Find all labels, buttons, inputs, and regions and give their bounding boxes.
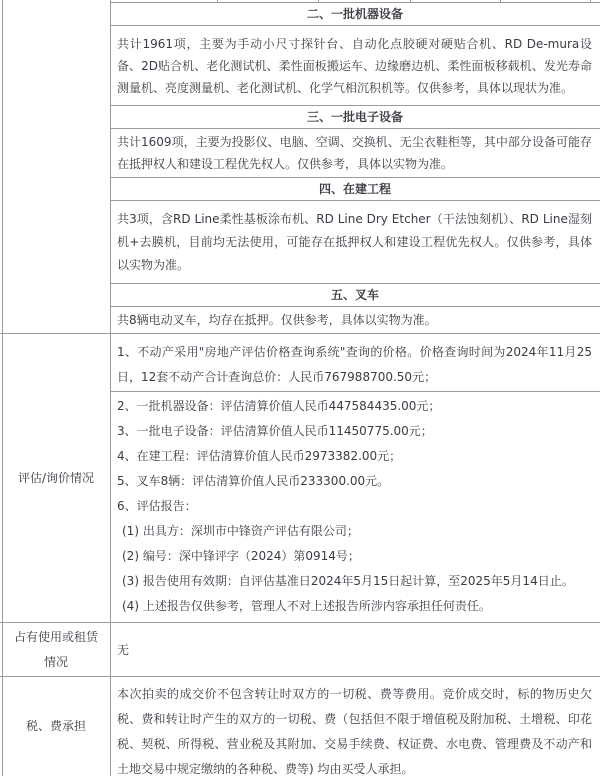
asset-catalog-content-cell	[110, 0, 600, 333]
occupancy-label-cell: 占有使用或租赁情况	[13, 629, 98, 669]
valuation-intro: 1、不动产采用"房地产评估价格查询系统"查询的价格。价格查询时间为2024年11月25日，12套不动产合计查询总价：人民币767988700.50元；	[110, 334, 600, 392]
asset-catalog-row	[0, 0, 600, 334]
valuation-item: 3、一批电子设备：评估清算价值人民币11450775.00元；	[117, 424, 433, 438]
section-body-machinery: 共计1961项，主要为手动小尺寸探针台、自动化点胶硬对硬贴合机、RD De-mura设备、2D贴合机、老化测试机、柔性面板搬运车、边缘磨边机、柔性面板移载机、发光寿命测量机、亮度测量机、老化测试机、化学气相沉积机等。仅供参考，具体以现状为准。	[110, 26, 600, 106]
valuation-item: 4、在建工程：评估清算价值人民币2973382.00元；	[117, 449, 402, 463]
column-tick	[318, 0, 319, 3]
valuation-report-disclaimer: (4) 上述报告仅供参考，管理人不对上述报告所涉内容承担任何责任。	[122, 599, 491, 613]
occupancy-row	[0, 623, 600, 677]
valuation-item: 2、一批机器设备：评估清算价值人民币447584435.00元；	[117, 399, 441, 413]
section-heading-construction: 四、在建工程	[110, 178, 600, 201]
tax-content-cell	[110, 677, 600, 776]
valuation-report-number: (2) 编号：深中锋评字（2024）第0914号；	[122, 549, 360, 563]
label-column-divider	[110, 0, 111, 776]
valuation-content-cell	[110, 334, 600, 622]
valuation-report-issuer: (1) 出具方：深圳市中锋资产评估有限公司；	[122, 524, 359, 538]
section-heading-machinery: 二、一批机器设备	[110, 3, 600, 26]
table-left-border	[2, 0, 3, 776]
occupancy-content-cell: 无	[117, 643, 130, 657]
valuation-item: 5、叉车8辆：评估清算价值人民币233300.00元。	[117, 474, 390, 488]
tax-paragraph: 本次拍卖的成交价不包含转让时双方的一切税、费等费用。竞价成交时，标的物历史欠税、费和转让时产生的双方的一切税、费（包括但不限于增值税及附加税、土增税、印花税、契税、所得税、营业税及其附加、交易手续费、权证费、水电费、管理费及不动产和土地交易中规定缴纳的各种税、费等) 均由买受人承担。	[117, 687, 592, 776]
tax-row	[0, 677, 600, 776]
column-tick	[500, 0, 501, 3]
asset-catalog-label-cell	[0, 0, 110, 333]
valuation-report-validity: (3) 报告使用有效期：自评估基准日2024年5月15日起计算，至2025年5月14日止。	[122, 574, 574, 588]
section-body-forklift: 共8辆电动叉车，均存在抵押。仅供参考，具体以实物为准。	[117, 313, 437, 327]
column-tick	[217, 0, 218, 3]
section-body-construction: 共3项，含RD Line柔性基板涂布机、RD Line Dry Etcher（干法蚀刻机）、RD Line湿刻机+去膜机，目前均无法使用，可能存在抵押权人和建设工程优先权人。仅供参考，具体以实物为准。	[110, 201, 600, 284]
section-heading-electronics: 三、一批电子设备	[110, 106, 600, 129]
tax-label-cell: 税、费承担	[25, 719, 86, 733]
column-tick	[590, 0, 591, 3]
section-heading-forklift: 五、叉车	[110, 284, 600, 307]
column-tick	[410, 0, 411, 3]
valuation-row	[0, 334, 600, 623]
section-body-electronics: 共计1609项，主要为投影仪、电脑、空调、交换机、无尘衣鞋柜等，其中部分设备可能存在抵押权人和建设工程优先权人。仅供参考，具体以实物为准。	[110, 129, 600, 178]
valuation-item: 6、评估报告：	[117, 499, 197, 513]
valuation-label-cell: 评估/询价情况	[17, 470, 95, 485]
valuation-items	[110, 392, 600, 622]
